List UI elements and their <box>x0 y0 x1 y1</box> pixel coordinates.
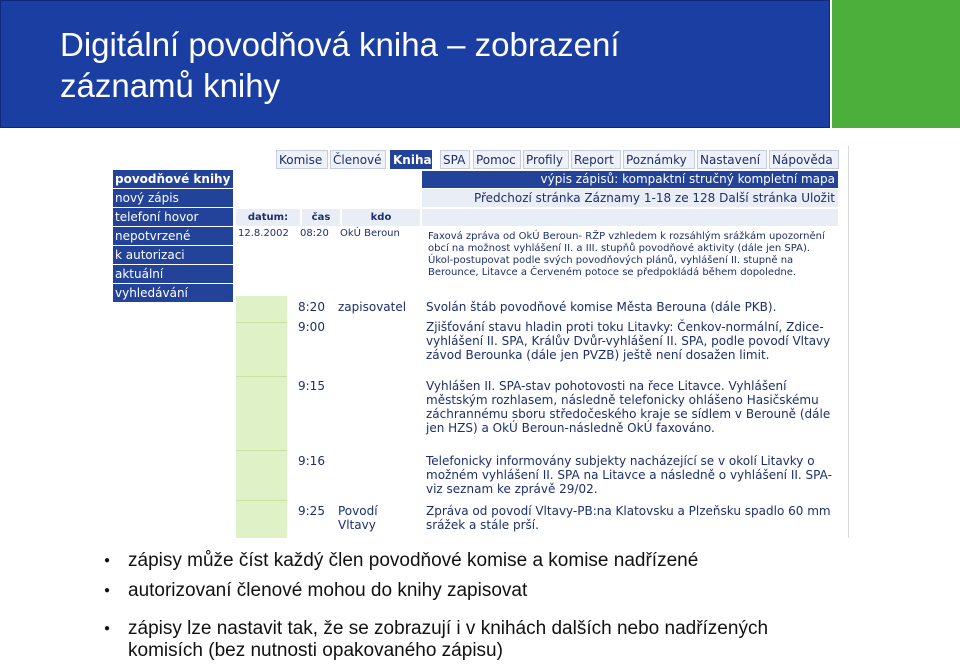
sidebar-item-novy-zapis[interactable]: nový zápis <box>113 189 233 207</box>
entry-text: Vyhlášen II. SPA-stav pohotovosti na řece Litavce. Vyhlášení městským rozhlasem, následně telefonicky ohlášeno Hasičskému záchrannému sboru středočeského kraje se sídlem v Berouně (dále jen HZS) a OkÚ Beroun-následně OkÚ faxováno. <box>426 379 831 435</box>
entry-author: OkÚ Beroun <box>340 228 400 239</box>
tab-spa[interactable]: SPA <box>440 150 470 169</box>
tab-kniha[interactable]: Kniha <box>390 150 432 169</box>
app-screenshot <box>104 146 849 538</box>
bullet-text: zápisy lze nastavit tak, že se zobrazují i v knihách dalších nebo nadřízených <box>128 618 769 639</box>
entry-text: Telefonicky informovány subjekty nacházející se v okolí Litavky o možném vyhlášení II. SPA na Litavce a následně o vyhlášení II. SPA-viz seznam ke zprávě 29/02. <box>426 454 832 496</box>
sidebar-item-povodnove-knihy[interactable]: povodňové knihy <box>113 170 233 188</box>
bullet-icon: ● <box>104 623 111 634</box>
list-item[interactable] <box>236 454 840 498</box>
entry-date: 12.8.2002 <box>238 228 289 239</box>
tab-poznamky[interactable]: Poznámky <box>623 150 695 169</box>
entry-time: 08:20 <box>300 228 329 239</box>
timeline <box>236 296 840 538</box>
bullet-text: zápisy může číst každý člen povodňové komise a komise nadřízené <box>128 550 699 571</box>
entry-text: Zjišťování stavu hladin proti toku Litavky: Čenkov-normální, Zdice-vyhlášení II. SPA, Králův Dvůr-vyhlášení II. SPA, podle povodí Vltavy závod Berounka (dále jen PVZB) ještě není dosažen limit. <box>426 320 831 362</box>
first-entry <box>236 226 838 296</box>
list-item[interactable] <box>236 300 840 322</box>
bullet-icon: ● <box>104 585 111 596</box>
accent-bar <box>830 0 960 128</box>
sidebar-item-aktualni[interactable]: aktuální <box>113 265 233 283</box>
tab-pomoc[interactable]: Pomoc <box>473 150 521 169</box>
bullet-icon: ● <box>104 555 111 566</box>
list-item[interactable] <box>236 320 840 376</box>
title-line-2: záznamů knihy <box>60 67 281 104</box>
bullet-text: komisích (bez nutnosti opakovaného zápisu) <box>128 640 503 661</box>
list-item[interactable] <box>236 379 840 449</box>
entry-text: Svolán štáb povodňové komise Města Berouna (dále PKB). <box>426 300 777 314</box>
slide-title <box>60 24 820 106</box>
sidebar <box>113 170 233 303</box>
tab-profily[interactable]: Profily <box>523 150 569 169</box>
top-navigation <box>104 150 840 170</box>
bullet-text: autorizovaní členové mohou do knihy zapisovat <box>128 580 528 601</box>
entry-time: 8:20 <box>298 300 325 314</box>
column-headers <box>236 209 838 226</box>
view-mode-bar[interactable]: výpis zápisů: kompaktní stručný kompletní mapa <box>422 171 838 188</box>
tab-napoveda[interactable]: Nápověda <box>769 150 839 169</box>
entry-author: Povodí Vltavy <box>338 504 378 532</box>
column-header-cas: čas <box>302 209 340 226</box>
sidebar-item-k-autorizaci[interactable]: k autorizaci <box>113 246 233 264</box>
entry-time: 9:16 <box>298 454 325 468</box>
tab-komise[interactable]: Komise <box>276 150 328 169</box>
tab-clenove[interactable]: Členové <box>330 150 386 169</box>
title-line-1: Digitální povodňová kniha – zobrazení <box>60 26 620 63</box>
pagination-bar[interactable]: Předchozí stránka Záznamy 1-18 ze 128 Další stránka Uložit <box>422 189 838 207</box>
entry-text: Faxová zpráva od OkÚ Beroun- RŽP vzhledem k rozsáhlým srážkám upozornění obcí na možnost vyhlášení II. a III. stupňů povodňové aktivity (dále jen SPA). Úkol-postupovat podle svých povodňových plánů, vyhlášení II. stupně na Berounce, Litavce a Červeném potoce se předpokládá během dopoledne. <box>428 231 825 278</box>
sidebar-item-nepotvrzene[interactable]: nepotvrzené <box>113 227 233 245</box>
entry-text: Zpráva od povodí Vltavy-PB:na Klatovsku a Plzeňsku spadlo 60 mm srážek a stále prší. <box>426 504 831 532</box>
list-item[interactable] <box>236 504 840 536</box>
entry-time: 9:00 <box>298 320 325 334</box>
entry-author: zapisovatel <box>338 300 407 314</box>
column-header-kdo: kdo <box>342 209 420 226</box>
column-header-blank <box>422 209 838 226</box>
sidebar-item-vyhledavani[interactable]: vyhledávání <box>113 284 233 302</box>
entry-time: 9:15 <box>298 379 325 393</box>
sidebar-item-telefoni-hovor[interactable]: telefoní hovor <box>113 208 233 226</box>
entry-time: 9:25 <box>298 504 325 518</box>
tab-nastaveni[interactable]: Nastavení <box>697 150 767 169</box>
column-header-datum: datum: <box>236 209 300 226</box>
tab-report[interactable]: Report <box>571 150 621 169</box>
